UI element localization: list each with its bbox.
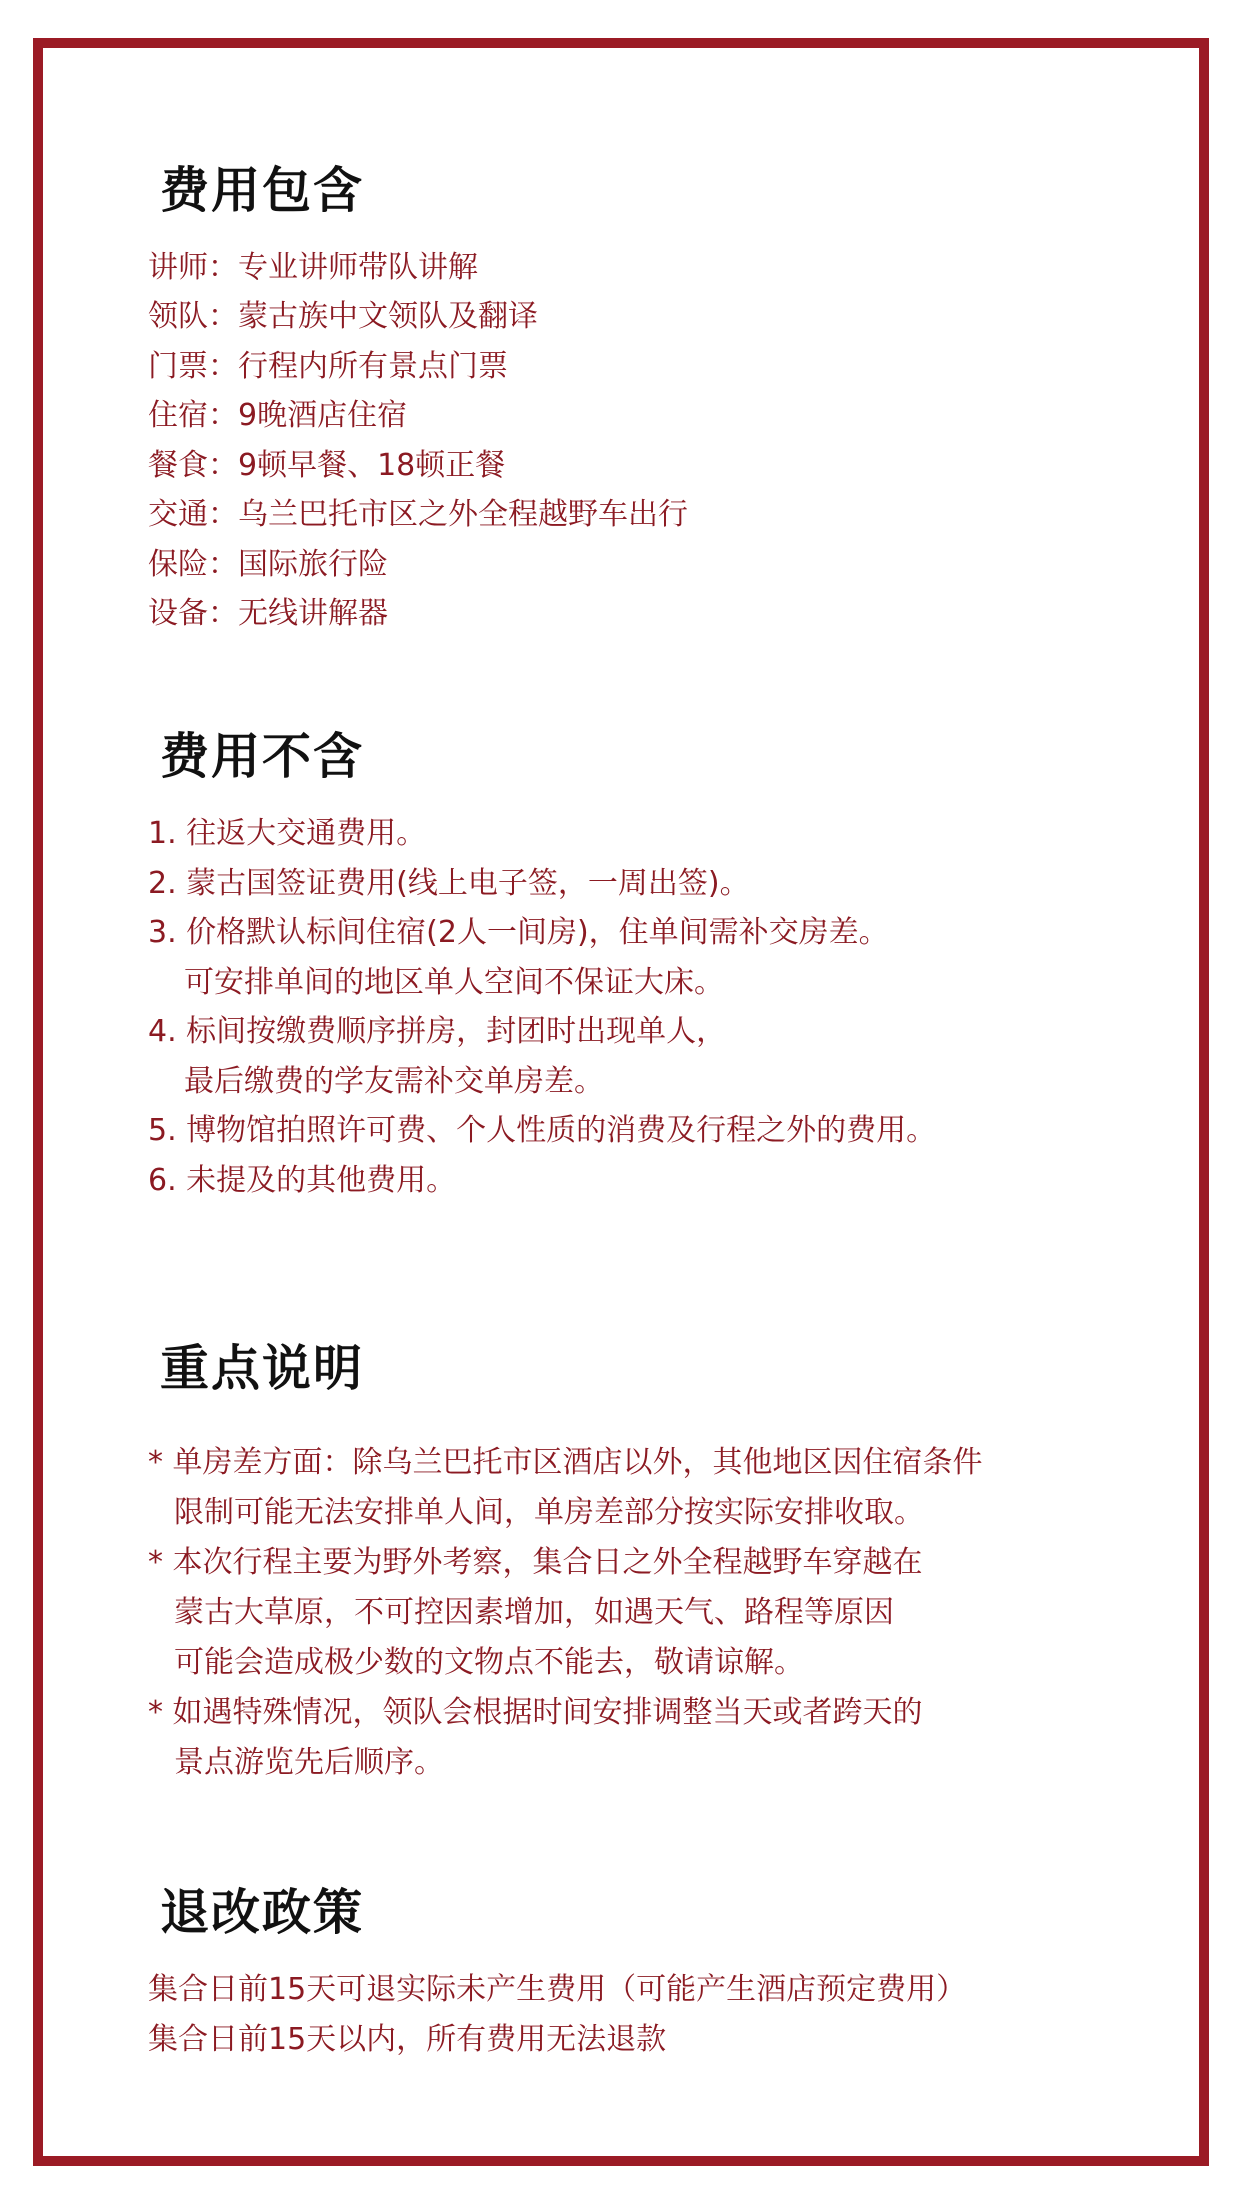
notes-line-3: * 如遇特殊情况，领队会根据时间安排调整当天或者跨天的 (148, 1695, 923, 1730)
refund-line-1: 集合日前15天可退实际未产生费用（可能产生酒店预定费用） (148, 1972, 967, 2007)
excluded-line-3-cont: 可安排单间的地区单人空间不保证大床。 (184, 965, 724, 1000)
included-item-insurance: 保险：国际旅行险 (148, 547, 388, 582)
included-item-lodging: 住宿：9晚酒店住宿 (148, 398, 408, 433)
excluded-line-4-cont: 最后缴费的学友需补交单房差。 (184, 1064, 604, 1099)
included-item-meals: 餐食：9顿早餐、18顿正餐 (148, 448, 506, 483)
excluded-section-title: 费用不含 (160, 727, 365, 785)
notes-line-2: * 本次行程主要为野外考察，集合日之外全程越野车穿越在 (148, 1545, 923, 1580)
included-item-tickets: 门票：行程内所有景点门票 (148, 349, 508, 384)
excluded-line-3: 3. 价格默认标间住宿(2人一间房)，住单间需补交房差。 (148, 915, 889, 950)
excluded-line-5: 5. 博物馆拍照许可费、个人性质的消费及行程之外的费用。 (148, 1113, 937, 1148)
excluded-line-1: 1. 往返大交通费用。 (148, 816, 427, 851)
notes-line-3-cont: 景点游览先后顺序。 (174, 1745, 444, 1780)
included-item-transport: 交通：乌兰巴托市区之外全程越野车出行 (148, 497, 688, 532)
notes-section-title: 重点说明 (160, 1339, 365, 1397)
excluded-line-2: 2. 蒙古国签证费用(线上电子签，一周出签)。 (148, 866, 750, 901)
refund-line-2: 集合日前15天以内，所有费用无法退款 (148, 2022, 667, 2057)
notes-line-1: * 单房差方面：除乌兰巴托市区酒店以外，其他地区因住宿条件 (148, 1445, 983, 1480)
notes-line-1-cont: 限制可能无法安排单人间，单房差部分按实际安排收取。 (174, 1495, 924, 1530)
included-section-title: 费用包含 (160, 161, 365, 219)
excluded-line-4: 4. 标间按缴费顺序拼房，封团时出现单人， (148, 1014, 727, 1049)
included-item-guide: 讲师：专业讲师带队讲解 (148, 250, 478, 285)
notes-line-2-cont-b: 可能会造成极少数的文物点不能去，敬请谅解。 (174, 1645, 804, 1680)
excluded-line-6: 6. 未提及的其他费用。 (148, 1163, 457, 1198)
notes-line-2-cont-a: 蒙古大草原，不可控因素增加，如遇天气、路程等原因 (174, 1595, 894, 1630)
included-item-leader: 领队：蒙古族中文领队及翻译 (148, 299, 538, 334)
refund-section-title: 退改政策 (160, 1883, 365, 1941)
included-item-equipment: 设备：无线讲解器 (148, 596, 388, 631)
